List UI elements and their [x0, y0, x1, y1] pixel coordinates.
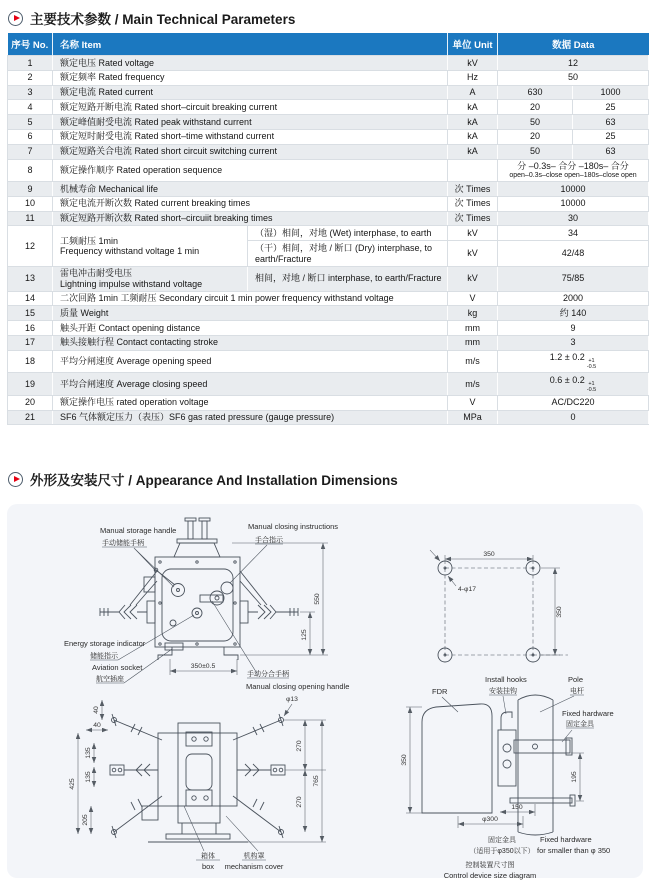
cell-unit: kV — [448, 241, 498, 267]
cell-data: 50 — [498, 115, 573, 130]
cell-unit — [448, 159, 498, 181]
cell-item: 额定频率 Rated frequency — [53, 70, 448, 85]
cell-data: 2000 — [498, 291, 649, 306]
tolerance-lower: -0.5 — [586, 386, 597, 393]
cell-item: 额定电压 Rated voltage — [53, 56, 448, 71]
cell-no: 9 — [8, 182, 53, 197]
cell-unit: V — [448, 291, 498, 306]
cell-unit: 次 Times — [448, 211, 498, 226]
label-manual-storage-handle-cn: 手动储能手柄 — [102, 540, 144, 547]
cell-data: 10000 — [498, 196, 649, 211]
cell-item: SF6 气体额定压力（表压）SF6 gas rated pressure (gauge pressure) — [53, 410, 448, 425]
cell-item: 额定峰值耐受电流 Rated peak withstand current — [53, 115, 448, 130]
speed-value: 1.2 ± 0.2 — [549, 352, 585, 363]
section2-heading — [8, 469, 398, 489]
cell-no: 6 — [8, 129, 53, 144]
cell-item — [53, 226, 248, 266]
cell-unit: kV — [448, 266, 498, 291]
tolerance-upper: +1 — [588, 358, 595, 365]
table-row — [8, 100, 649, 115]
note-fixed-hardware-en1: Fixed hardware — [540, 835, 592, 844]
note-fixed-hardware-cn2: （适用于φ350以下） — [469, 848, 535, 855]
col-header-item: 名称 Item — [53, 33, 448, 56]
cell-no: 19 — [8, 373, 53, 396]
cell-unit: kA — [448, 115, 498, 130]
note-fixed-hardware-en2: for smaller than φ 350 — [537, 846, 611, 855]
table-header-row — [8, 33, 649, 56]
dim-350: 350 — [401, 754, 408, 766]
cell-no: 2 — [8, 70, 53, 85]
dim-425: 425 — [69, 778, 76, 790]
dim-765: 765 — [313, 775, 320, 787]
note-fixed-hardware-cn1: 固定金具 — [488, 837, 516, 844]
label-pole-cn: 电杆 — [570, 688, 584, 695]
cell-no: 14 — [8, 291, 53, 306]
cell-data: 34 — [498, 226, 649, 241]
label-install-hooks-en: Install hooks — [485, 675, 527, 684]
play-triangle-icon — [14, 15, 20, 21]
caption-control-device-cn: 控制装置尺寸图 — [465, 862, 515, 869]
cell-no: 21 — [8, 410, 53, 425]
item-cn: 工频耐压 1min — [60, 235, 119, 246]
cell-item: 额定操作顺序 Rated operation sequence — [53, 159, 448, 181]
cell-data: 630 — [498, 85, 573, 100]
cell-item: 平均合闸速度 Average closing speed — [53, 373, 448, 396]
cell-data: 1000 — [573, 85, 649, 100]
table-row — [8, 182, 649, 197]
cell-data: 50 — [498, 144, 573, 159]
cell-item: 触头开距 Contact opening distance — [53, 321, 448, 336]
cell-unit: mm — [448, 335, 498, 350]
table-row — [8, 335, 649, 350]
table-row — [8, 70, 649, 85]
label-mechanism-cover-en: mechanism cover — [224, 862, 284, 871]
label-4-phi17: 4-φ17 — [458, 586, 477, 593]
cell-unit: kA — [448, 144, 498, 159]
label-pole-en: Pole — [568, 675, 584, 684]
figure-switch-front-view — [62, 513, 362, 693]
cell-item: 额定短路关合电流 Rated short circuit switching current — [53, 144, 448, 159]
table-row — [8, 115, 649, 130]
dim-270-lower: 270 — [296, 796, 303, 808]
operation-sequence-en: open–0.3s–close open–180s–close open — [509, 171, 637, 179]
table-row — [8, 159, 649, 181]
cell-unit: 次 Times — [448, 196, 498, 211]
side-insulators — [100, 605, 298, 619]
fdr-cabinet — [422, 704, 492, 813]
cell-item: 额定电流 Rated current — [53, 85, 448, 100]
cell-data: 63 — [573, 115, 649, 130]
cell-no: 16 — [8, 321, 53, 336]
caption-control-device-en: Control device size diagram — [443, 871, 537, 880]
label-mechanism-cover-cn: 机构罩 — [243, 853, 265, 860]
cell-item — [53, 266, 248, 291]
table-row — [8, 85, 649, 100]
cell-data — [498, 159, 649, 181]
dim-150: 150 — [511, 804, 523, 811]
tolerance-stack — [587, 382, 596, 394]
dim-135-lower: 135 — [85, 771, 92, 783]
cell-item: 额定电流开断次数 Rated current breaking times — [53, 196, 448, 211]
cell-no: 8 — [8, 159, 53, 181]
cell-subitem: （湿）相间，对地 (Wet) interphase, to earth — [248, 226, 448, 241]
label-manual-open-close-handle-cn: 手动分合手柄 — [247, 671, 289, 678]
cell-no: 18 — [8, 350, 53, 373]
label-aviation-socket-cn: 航空插座 — [96, 676, 124, 683]
label-box-en: box — [201, 862, 215, 871]
cell-no: 4 — [8, 100, 53, 115]
cell-item: 额定短路开断电流 Rated short–circuit breaking current — [53, 100, 448, 115]
cell-item: 额定短路开断次数 Rated short–circuiit breaking times — [53, 211, 448, 226]
col-header-no: 序号 No. — [8, 33, 53, 56]
figure-switch-top-view — [58, 686, 343, 878]
dim-350-horizontal: 350 — [483, 551, 495, 558]
cell-data: 20 — [498, 100, 573, 115]
table-row — [8, 266, 649, 291]
item-en: Lightning impulse withstand voltage — [60, 278, 203, 289]
cell-unit: m/s — [448, 350, 498, 373]
section1-heading — [8, 8, 295, 28]
cell-data: 3 — [498, 335, 649, 350]
cell-unit: A — [448, 85, 498, 100]
label-manual-open-close-handle-en: Manual closing opening handle — [246, 682, 350, 691]
cell-data: 约 140 — [498, 306, 649, 321]
item-cn: 雷电冲击耐受电压 — [60, 268, 133, 279]
table-row — [8, 226, 649, 241]
cell-data: AC/DC220 — [498, 395, 649, 410]
cell-item: 触头接触行程 Contact contacting stroke — [53, 335, 448, 350]
cell-item: 额定操作电压 rated operation voltage — [53, 395, 448, 410]
handles-and-indicators — [154, 568, 233, 626]
dim-phi300: φ300 — [482, 816, 498, 823]
table-row — [8, 410, 649, 425]
cell-data: 0 — [498, 410, 649, 425]
hole-circles — [438, 561, 540, 662]
col-header-unit: 单位 Unit — [448, 33, 498, 56]
section2-title: 外形及安装尺寸 / Appearance And Installation Dimensions — [30, 473, 398, 488]
cell-no: 13 — [8, 266, 53, 291]
label-manual-closing-instructions-cn: 手合指示 — [255, 537, 283, 544]
figure-control-device — [390, 660, 645, 882]
cell-data: 10000 — [498, 182, 649, 197]
figure-mounting-holes — [420, 528, 595, 678]
table-row — [8, 306, 649, 321]
table-row — [8, 395, 649, 410]
fig3-callouts — [184, 806, 284, 871]
cell-data: 25 — [573, 100, 649, 115]
cell-subitem: （干）相间，对地 / 断口 (Dry) interphase, to earth/Fracture — [248, 241, 448, 267]
cell-unit: kA — [448, 129, 498, 144]
table-row — [8, 56, 649, 71]
operation-sequence-cn: 分 –0.3s– 合分 –180s– 合分 — [517, 161, 629, 172]
table-row — [8, 144, 649, 159]
cell-data: 20 — [498, 129, 573, 144]
hole-pattern-centerlines — [445, 568, 568, 655]
dim-40-horizontal: 40 — [93, 722, 101, 729]
play-triangle-icon — [14, 476, 20, 482]
cell-item: 二次回路 1min 工频耐压 Secondary circuit 1 min power frequency withstand voltage — [53, 291, 448, 306]
cell-data: 30 — [498, 211, 649, 226]
table-row — [8, 373, 649, 396]
cell-unit: m/s — [448, 373, 498, 396]
label-energy-storage-indicator-cn: 储能指示 — [90, 653, 118, 660]
label-aviation-socket-en: Aviation socket — [92, 663, 143, 672]
cell-unit: kA — [448, 100, 498, 115]
cell-data — [498, 350, 649, 373]
cell-data: 25 — [573, 129, 649, 144]
table-row — [8, 196, 649, 211]
cell-no: 12 — [8, 226, 53, 266]
dim-350-vertical: 350 — [556, 606, 563, 618]
dim-135-upper: 135 — [85, 747, 92, 759]
label-install-hooks-cn: 安装挂钩 — [489, 688, 517, 695]
cell-unit: Hz — [448, 70, 498, 85]
label-fixed-hardware-en: Fixed hardware — [562, 709, 614, 718]
item-en: Frequency withstand voltage 1 min — [60, 246, 200, 257]
fig3-dimensions — [69, 696, 326, 842]
cell-item: 额定短时耐受电流 Rated short–time withstand current — [53, 129, 448, 144]
cell-data: 63 — [573, 144, 649, 159]
top-view-body — [142, 723, 248, 842]
section1-title: 主要技术参数 / Main Technical Parameters — [30, 12, 296, 27]
cell-data: 75/85 — [498, 266, 649, 291]
cell-no: 11 — [8, 211, 53, 226]
cell-data: 9 — [498, 321, 649, 336]
speed-value: 0.6 ± 0.2 — [549, 374, 585, 385]
dim-550: 550 — [314, 593, 321, 605]
hooks-and-hardware — [498, 712, 575, 806]
cell-no: 17 — [8, 335, 53, 350]
table-row — [8, 291, 649, 306]
label-fixed-hardware-cn: 固定金具 — [566, 721, 594, 728]
table-row — [8, 129, 649, 144]
dim-205: 205 — [82, 814, 89, 826]
cell-no: 15 — [8, 306, 53, 321]
cell-item: 平均分闸速度 Average opening speed — [53, 350, 448, 373]
cell-no: 10 — [8, 196, 53, 211]
cell-unit: V — [448, 395, 498, 410]
dim-40-vertical: 40 — [93, 706, 100, 714]
tolerance-stack — [587, 359, 596, 371]
dim-270-upper: 270 — [296, 740, 303, 752]
table-row — [8, 211, 649, 226]
dim-350: 350±0.5 — [190, 663, 216, 670]
cell-no: 5 — [8, 115, 53, 130]
label-fdr: FDR — [432, 687, 448, 696]
cell-unit: mm — [448, 321, 498, 336]
label-energy-storage-indicator-en: Energy storage indicator — [64, 639, 146, 648]
col-header-data: 数据 Data — [498, 33, 649, 56]
cell-unit: 次 Times — [448, 182, 498, 197]
fig4-dimensions — [401, 707, 584, 828]
cell-data: 42/48 — [498, 241, 649, 267]
cell-item: 质量 Weight — [53, 306, 448, 321]
cell-data: 50 — [498, 70, 649, 85]
dim-phi13: φ13 — [286, 696, 298, 703]
cell-item: 机械寿命 Mechanical life — [53, 182, 448, 197]
table-row — [8, 350, 649, 373]
dim-195: 195 — [571, 771, 578, 783]
cell-unit: kV — [448, 226, 498, 241]
switch-body-outline — [130, 518, 267, 660]
label-manual-closing-instructions-en: Manual closing instructions — [248, 522, 339, 531]
cell-subitem: 相间，对地 / 断口 interphase, to earth/Fracture — [248, 266, 448, 291]
cell-no: 20 — [8, 395, 53, 410]
section-play-icon — [8, 11, 23, 26]
label-box-cn: 箱体 — [201, 853, 215, 860]
parameters-table — [7, 33, 649, 425]
cell-unit: MPa — [448, 410, 498, 425]
cell-data — [498, 373, 649, 396]
cell-data: 12 — [498, 56, 649, 71]
fig2-dimensions — [430, 550, 563, 655]
cell-no: 7 — [8, 144, 53, 159]
side-terminals — [110, 764, 285, 776]
cell-unit: kg — [448, 306, 498, 321]
section-play-icon — [8, 472, 23, 487]
pole-outline — [518, 695, 553, 835]
cell-unit: kV — [448, 56, 498, 71]
table-row — [8, 321, 649, 336]
dim-125: 125 — [301, 629, 308, 641]
cell-no: 1 — [8, 56, 53, 71]
tolerance-lower: -0.5 — [586, 363, 597, 370]
tolerance-upper: +1 — [588, 380, 595, 387]
label-manual-storage-handle-en: Manual storage handle — [100, 526, 177, 535]
cell-no: 3 — [8, 85, 53, 100]
